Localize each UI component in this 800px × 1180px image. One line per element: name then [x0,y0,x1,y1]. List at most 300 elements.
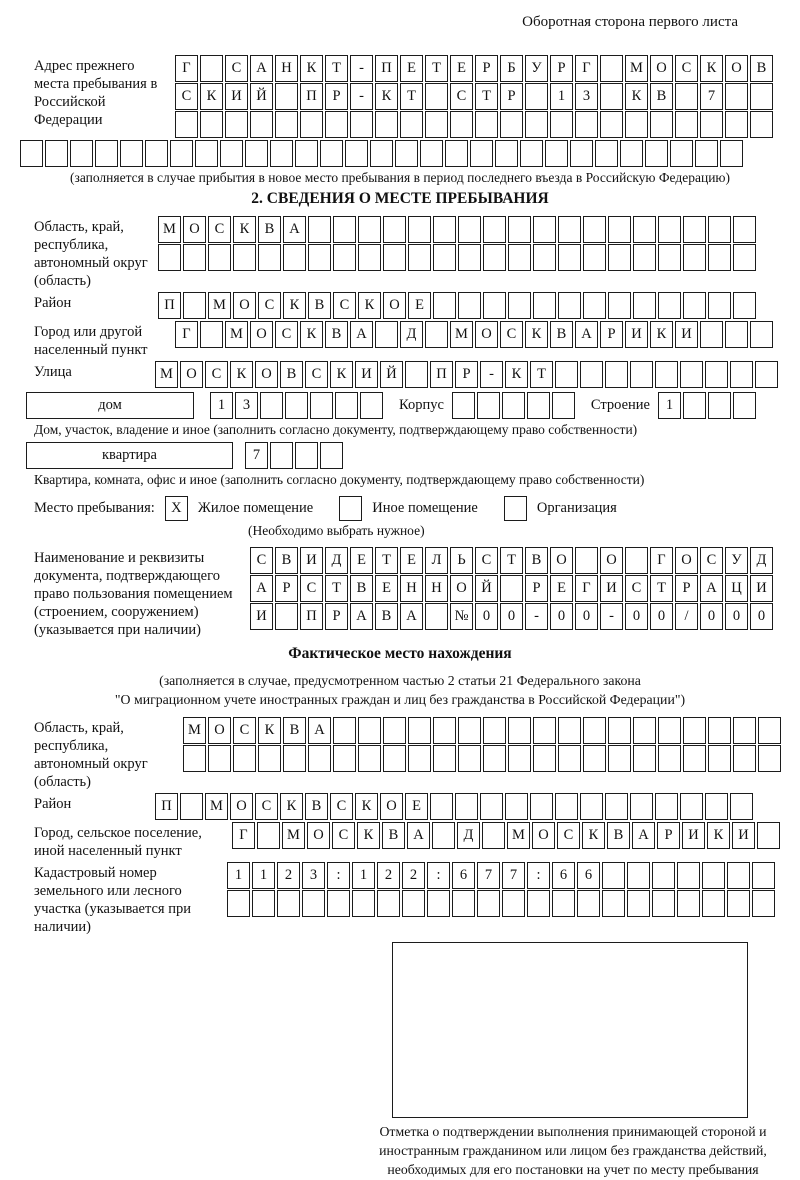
char-cell[interactable]: О [383,292,406,319]
char-cell[interactable]: М [507,822,530,849]
char-cell[interactable] [533,292,556,319]
char-cell[interactable] [358,745,381,772]
char-cell[interactable] [750,321,773,348]
char-cell[interactable] [383,244,406,271]
char-cell[interactable] [602,890,625,917]
char-cell[interactable]: - [350,83,373,110]
char-cell[interactable]: Т [325,575,348,602]
char-cell[interactable]: И [675,321,698,348]
char-cell[interactable]: С [450,83,473,110]
char-cell[interactable]: 0 [725,603,748,630]
char-cell[interactable] [757,822,780,849]
char-cell[interactable]: С [225,55,248,82]
char-cell[interactable] [320,140,343,167]
char-cell[interactable]: К [357,822,380,849]
char-cell[interactable] [483,745,506,772]
char-cell[interactable]: К [525,321,548,348]
char-cell[interactable] [477,392,500,419]
char-cell[interactable]: А [308,717,331,744]
char-cell[interactable] [730,361,753,388]
char-cell[interactable] [730,793,753,820]
char-cell[interactable] [605,361,628,388]
char-cell[interactable]: К [283,292,306,319]
char-cell[interactable]: Т [475,83,498,110]
char-cell[interactable]: Р [475,55,498,82]
char-cell[interactable]: М [183,717,206,744]
char-cell[interactable]: С [700,547,723,574]
char-cell[interactable] [705,793,728,820]
char-cell[interactable]: Д [457,822,480,849]
char-cell[interactable]: В [607,822,630,849]
char-cell[interactable] [725,111,748,138]
char-cell[interactable] [552,890,575,917]
char-cell[interactable] [627,862,650,889]
char-cell[interactable]: Й [475,575,498,602]
char-cell[interactable] [358,244,381,271]
char-cell[interactable] [555,793,578,820]
char-cell[interactable]: Б [500,55,523,82]
char-cell[interactable] [508,745,531,772]
char-cell[interactable] [200,321,223,348]
char-cell[interactable]: И [225,83,248,110]
char-cell[interactable] [695,140,718,167]
char-cell[interactable]: О [230,793,253,820]
char-cell[interactable]: 0 [700,603,723,630]
char-cell[interactable] [402,890,425,917]
char-cell[interactable]: М [225,321,248,348]
char-cell[interactable] [408,244,431,271]
char-cell[interactable]: О [675,547,698,574]
char-cell[interactable] [508,292,531,319]
char-cell[interactable] [327,890,350,917]
char-cell[interactable] [483,216,506,243]
char-cell[interactable] [658,717,681,744]
char-cell[interactable]: М [158,216,181,243]
char-cell[interactable] [677,890,700,917]
char-cell[interactable]: С [233,717,256,744]
char-cell[interactable] [683,392,706,419]
char-cell[interactable] [570,140,593,167]
char-cell[interactable] [600,83,623,110]
char-cell[interactable]: Е [405,793,428,820]
char-cell[interactable]: Г [232,822,255,849]
char-cell[interactable]: : [327,862,350,889]
char-cell[interactable]: У [725,547,748,574]
char-cell[interactable] [432,822,455,849]
char-cell[interactable] [430,793,453,820]
char-cell[interactable] [530,793,553,820]
char-cell[interactable] [458,292,481,319]
char-cell[interactable]: Е [408,292,431,319]
char-cell[interactable] [325,111,348,138]
char-cell[interactable]: Г [575,55,598,82]
char-cell[interactable]: 0 [500,603,523,630]
char-cell[interactable] [670,140,693,167]
char-cell[interactable] [733,392,756,419]
char-cell[interactable]: И [750,575,773,602]
char-cell[interactable]: О [208,717,231,744]
char-cell[interactable]: 1 [550,83,573,110]
char-cell[interactable]: Ь [450,547,473,574]
char-cell[interactable]: Т [650,575,673,602]
char-cell[interactable] [720,140,743,167]
char-cell[interactable]: Т [400,83,423,110]
char-cell[interactable] [558,244,581,271]
char-cell[interactable]: В [750,55,773,82]
char-cell[interactable]: В [308,292,331,319]
char-cell[interactable] [533,244,556,271]
char-cell[interactable] [683,216,706,243]
char-cell[interactable]: С [675,55,698,82]
char-cell[interactable]: С [557,822,580,849]
char-cell[interactable] [408,717,431,744]
char-cell[interactable] [750,111,773,138]
char-cell[interactable] [283,745,306,772]
char-cell[interactable]: В [382,822,405,849]
char-cell[interactable] [360,392,383,419]
char-cell[interactable] [733,244,756,271]
char-cell[interactable]: В [325,321,348,348]
char-cell[interactable] [655,793,678,820]
char-cell[interactable] [475,111,498,138]
char-cell[interactable] [608,717,631,744]
char-cell[interactable]: К [700,55,723,82]
char-cell[interactable]: К [280,793,303,820]
char-cell[interactable]: П [430,361,453,388]
char-cell[interactable] [445,140,468,167]
char-cell[interactable]: К [230,361,253,388]
char-cell[interactable]: К [300,55,323,82]
char-cell[interactable] [627,890,650,917]
char-cell[interactable] [558,292,581,319]
char-cell[interactable] [527,890,550,917]
char-cell[interactable] [308,216,331,243]
char-cell[interactable]: С [500,321,523,348]
char-cell[interactable] [700,111,723,138]
char-cell[interactable] [270,442,293,469]
char-cell[interactable]: К [650,321,673,348]
char-cell[interactable] [183,244,206,271]
char-cell[interactable]: А [350,321,373,348]
char-cell[interactable] [725,83,748,110]
char-cell[interactable] [408,745,431,772]
char-cell[interactable] [400,111,423,138]
char-cell[interactable]: 2 [277,862,300,889]
char-cell[interactable] [352,890,375,917]
char-cell[interactable]: В [525,547,548,574]
char-cell[interactable] [377,890,400,917]
char-cell[interactable] [575,547,598,574]
char-cell[interactable]: 1 [252,862,275,889]
char-cell[interactable]: Г [175,55,198,82]
char-cell[interactable] [358,717,381,744]
char-cell[interactable] [658,216,681,243]
char-cell[interactable]: Е [350,547,373,574]
char-cell[interactable] [683,244,706,271]
char-cell[interactable] [275,111,298,138]
char-cell[interactable] [608,292,631,319]
char-cell[interactable] [558,216,581,243]
char-cell[interactable] [183,292,206,319]
char-cell[interactable]: 0 [625,603,648,630]
char-cell[interactable] [180,793,203,820]
char-cell[interactable] [433,745,456,772]
char-cell[interactable] [533,717,556,744]
char-cell[interactable] [383,745,406,772]
char-cell[interactable]: А [632,822,655,849]
char-cell[interactable] [658,244,681,271]
char-cell[interactable]: С [175,83,198,110]
char-cell[interactable] [733,292,756,319]
char-cell[interactable]: К [258,717,281,744]
char-cell[interactable] [70,140,93,167]
char-cell[interactable] [358,216,381,243]
char-cell[interactable] [575,111,598,138]
char-cell[interactable] [550,111,573,138]
char-cell[interactable] [708,745,731,772]
char-cell[interactable] [20,140,43,167]
char-cell[interactable] [580,361,603,388]
char-cell[interactable]: П [158,292,181,319]
char-cell[interactable] [433,292,456,319]
char-cell[interactable]: Й [250,83,273,110]
char-cell[interactable] [577,890,600,917]
char-cell[interactable]: О [255,361,278,388]
char-cell[interactable] [175,111,198,138]
char-cell[interactable]: В [275,547,298,574]
char-cell[interactable]: В [283,717,306,744]
char-cell[interactable]: Р [600,321,623,348]
char-cell[interactable] [233,244,256,271]
char-cell[interactable]: Т [325,55,348,82]
char-cell[interactable] [508,717,531,744]
char-cell[interactable] [758,745,781,772]
char-cell[interactable]: А [400,603,423,630]
char-cell[interactable] [302,890,325,917]
char-cell[interactable]: И [600,575,623,602]
char-cell[interactable]: М [282,822,305,849]
char-cell[interactable]: В [650,83,673,110]
char-cell[interactable]: Р [325,83,348,110]
char-cell[interactable] [308,244,331,271]
char-cell[interactable]: И [355,361,378,388]
char-cell[interactable]: Д [400,321,423,348]
char-cell[interactable] [333,717,356,744]
char-cell[interactable] [300,111,323,138]
char-cell[interactable]: Р [455,361,478,388]
char-cell[interactable]: - [350,55,373,82]
char-cell[interactable]: 3 [235,392,258,419]
char-cell[interactable]: О [380,793,403,820]
char-cell[interactable]: В [350,575,373,602]
char-cell[interactable]: С [333,292,356,319]
char-cell[interactable]: К [375,83,398,110]
char-cell[interactable]: О [250,321,273,348]
char-cell[interactable]: Р [550,55,573,82]
char-cell[interactable] [257,822,280,849]
char-cell[interactable] [520,140,543,167]
char-cell[interactable] [508,244,531,271]
char-cell[interactable] [683,292,706,319]
char-cell[interactable] [233,745,256,772]
char-cell[interactable] [625,111,648,138]
char-cell[interactable]: К [200,83,223,110]
char-cell[interactable]: Т [500,547,523,574]
char-cell[interactable]: М [450,321,473,348]
char-cell[interactable] [270,140,293,167]
char-cell[interactable] [427,890,450,917]
char-cell[interactable]: / [675,603,698,630]
char-cell[interactable] [708,216,731,243]
char-cell[interactable]: Ц [725,575,748,602]
char-cell[interactable] [395,140,418,167]
char-cell[interactable]: 2 [377,862,400,889]
dom-box[interactable]: дом [26,392,194,419]
char-cell[interactable]: Н [275,55,298,82]
char-cell[interactable] [525,111,548,138]
char-cell[interactable] [375,111,398,138]
char-cell[interactable] [630,793,653,820]
char-cell[interactable]: П [300,603,323,630]
char-cell[interactable]: М [205,793,228,820]
char-cell[interactable]: Р [525,575,548,602]
char-cell[interactable]: Т [530,361,553,388]
char-cell[interactable] [433,244,456,271]
char-cell[interactable]: В [258,216,281,243]
char-cell[interactable] [625,547,648,574]
char-cell[interactable]: Н [425,575,448,602]
char-cell[interactable]: С [300,575,323,602]
char-cell[interactable] [405,361,428,388]
char-cell[interactable]: О [725,55,748,82]
char-cell[interactable] [608,244,631,271]
char-cell[interactable]: М [208,292,231,319]
char-cell[interactable] [502,890,525,917]
char-cell[interactable] [425,603,448,630]
char-cell[interactable]: С [625,575,648,602]
char-cell[interactable] [452,392,475,419]
char-cell[interactable] [470,140,493,167]
char-cell[interactable]: Р [325,603,348,630]
char-cell[interactable] [558,717,581,744]
char-cell[interactable]: 0 [475,603,498,630]
char-cell[interactable] [680,361,703,388]
char-cell[interactable] [752,890,775,917]
checkbox-zhiloe[interactable]: X [165,496,188,521]
char-cell[interactable] [508,216,531,243]
char-cell[interactable] [483,292,506,319]
char-cell[interactable] [483,717,506,744]
char-cell[interactable] [708,717,731,744]
char-cell[interactable] [633,216,656,243]
char-cell[interactable] [408,216,431,243]
char-cell[interactable] [645,140,668,167]
char-cell[interactable]: Е [400,55,423,82]
char-cell[interactable] [425,83,448,110]
char-cell[interactable]: - [480,361,503,388]
char-cell[interactable] [502,392,525,419]
char-cell[interactable]: О [650,55,673,82]
char-cell[interactable]: И [682,822,705,849]
char-cell[interactable] [450,111,473,138]
char-cell[interactable]: С [275,321,298,348]
char-cell[interactable] [95,140,118,167]
char-cell[interactable]: А [250,575,273,602]
char-cell[interactable] [683,745,706,772]
char-cell[interactable] [655,361,678,388]
char-cell[interactable]: Г [575,575,598,602]
char-cell[interactable]: О [475,321,498,348]
char-cell[interactable] [295,442,318,469]
char-cell[interactable]: 6 [452,862,475,889]
char-cell[interactable] [708,392,731,419]
char-cell[interactable] [605,793,628,820]
char-cell[interactable]: 7 [700,83,723,110]
char-cell[interactable] [480,793,503,820]
char-cell[interactable]: Т [375,547,398,574]
char-cell[interactable]: 1 [658,392,681,419]
char-cell[interactable]: С [330,793,353,820]
char-cell[interactable]: Г [650,547,673,574]
char-cell[interactable] [727,890,750,917]
char-cell[interactable] [260,392,283,419]
char-cell[interactable]: Д [325,547,348,574]
char-cell[interactable] [545,140,568,167]
char-cell[interactable]: Р [275,575,298,602]
char-cell[interactable] [283,244,306,271]
char-cell[interactable] [458,717,481,744]
char-cell[interactable] [675,83,698,110]
char-cell[interactable]: Л [425,547,448,574]
char-cell[interactable]: С [208,216,231,243]
char-cell[interactable] [725,321,748,348]
char-cell[interactable] [483,244,506,271]
char-cell[interactable]: И [250,603,273,630]
char-cell[interactable] [333,745,356,772]
char-cell[interactable] [630,361,653,388]
char-cell[interactable] [733,717,756,744]
char-cell[interactable] [602,862,625,889]
char-cell[interactable]: С [305,361,328,388]
char-cell[interactable]: К [233,216,256,243]
char-cell[interactable] [333,216,356,243]
char-cell[interactable]: 6 [577,862,600,889]
char-cell[interactable] [245,140,268,167]
char-cell[interactable]: А [407,822,430,849]
char-cell[interactable] [195,140,218,167]
char-cell[interactable] [708,244,731,271]
char-cell[interactable]: Е [450,55,473,82]
char-cell[interactable] [652,890,675,917]
char-cell[interactable] [345,140,368,167]
char-cell[interactable] [633,745,656,772]
char-cell[interactable] [458,745,481,772]
char-cell[interactable] [425,111,448,138]
char-cell[interactable] [533,216,556,243]
char-cell[interactable] [600,55,623,82]
char-cell[interactable]: 7 [245,442,268,469]
char-cell[interactable]: С [250,547,273,574]
char-cell[interactable] [552,392,575,419]
char-cell[interactable] [675,111,698,138]
char-cell[interactable]: А [350,603,373,630]
char-cell[interactable]: Е [400,547,423,574]
char-cell[interactable]: К [582,822,605,849]
char-cell[interactable]: К [358,292,381,319]
char-cell[interactable] [733,216,756,243]
char-cell[interactable] [320,442,343,469]
char-cell[interactable] [583,745,606,772]
